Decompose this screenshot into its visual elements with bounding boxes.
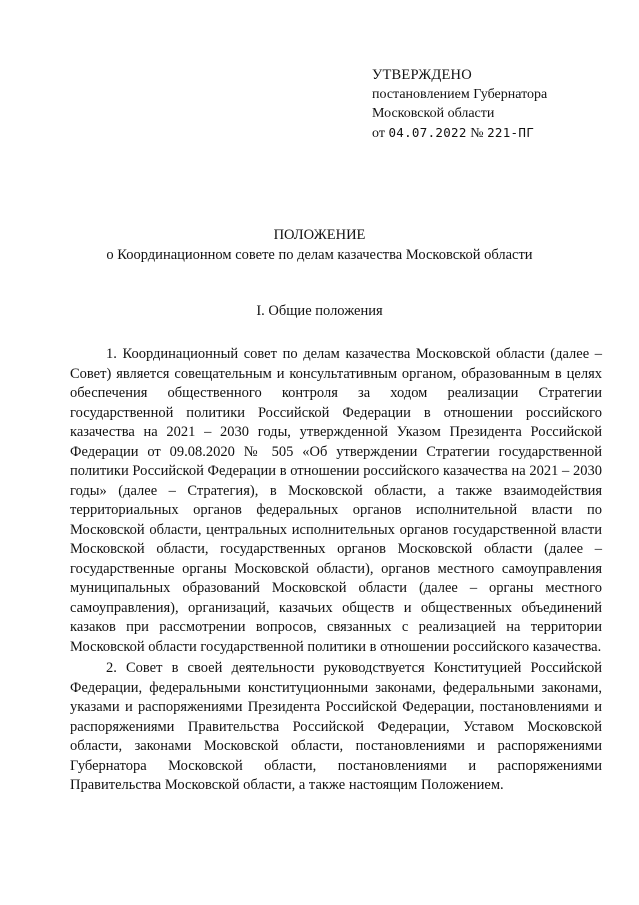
approval-number-sign: №	[470, 126, 484, 141]
approval-date-number-row	[372, 123, 622, 143]
section-heading: I. Общие положения	[256, 303, 383, 319]
approval-number: 221-ПГ	[487, 125, 535, 140]
approval-block	[372, 66, 622, 143]
approval-line-decree: постановлением Губернатора	[372, 87, 548, 102]
section-body	[70, 345, 602, 798]
paragraph-2: 2. Совет в своей деятельности руководствуется Конституцией Российской Федерации, федеральными конституционными законами, федеральными законами, указами и распоряжениями Президента Российской Федерации, постановлениями и распоряжениями Правительства Российской Федерации, Уставом Московской области, законами Московской области, постановлениями и распоряжениями Губернатора Московской области, постановлениями и распоряжениями Правительства Московской области, а также настоящим Положением.	[70, 660, 602, 793]
paragraph-1: 1. Координационный совет по делам казачества Московской области (далее – Совет) является совещательным и консультативным органом, образованным в целях обеспечения общественного контроля за ходом реализации Стратегии государственной политики Российской Федерации в отношении российского казачества на 2021 – 2030 годы, утвержденной Указом Президента Российской Федерации от 09.08.2020 № 505 «Об утверждении Стратегии государственной политики Российской Федерации в отношении российского казачества на 2021 – 2030 годы» (далее – Стратегия), в Московской области, а также взаимодействия территориальных органов федеральных органов исполнительной власти по Московской области, центральных исполнительных органов государственной власти Московской области, государственных органов Московской области (далее – государственные органы Московской области), органов местного самоуправления муниципальных образований Московской области (далее – органы местного самоуправления), организаций, казачьих обществ и общественных объединений казаков при рассмотрении вопросов, связанных с реализацией на территории Московской области государственной политики в отношении российского казачества.	[70, 346, 602, 655]
approval-date: 04.07.2022	[388, 125, 467, 140]
approval-heading: УТВЕРЖДЕНО	[372, 67, 472, 83]
document-title: ПОЛОЖЕНИЕ	[273, 227, 366, 243]
approval-line-region: Московской области	[372, 106, 495, 121]
approval-from-label: от	[372, 126, 385, 141]
document-subtitle: о Координационном совете по делам казачества Московской области	[106, 247, 533, 263]
